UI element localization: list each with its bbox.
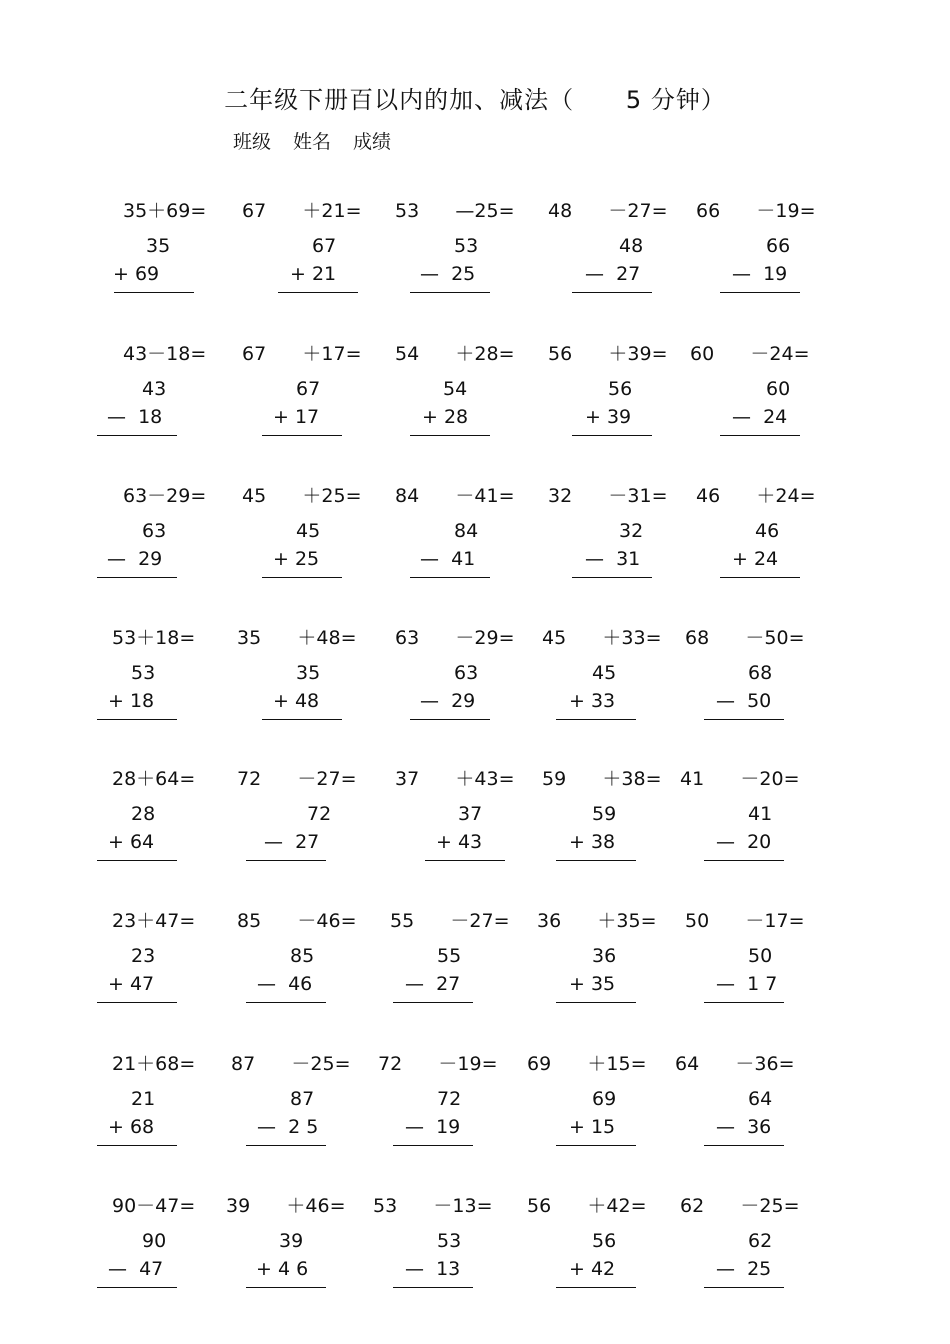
vertical-top-number: 85 bbox=[290, 945, 315, 967]
vertical-operand: — 46 bbox=[257, 973, 313, 995]
vertical-operand: + 39 bbox=[585, 406, 632, 428]
answer-line bbox=[246, 1145, 326, 1146]
equation-text: 64 －36= bbox=[675, 1053, 795, 1075]
vertical-top-number: 45 bbox=[296, 520, 321, 542]
answer-line bbox=[556, 860, 636, 861]
answer-line bbox=[246, 1287, 326, 1288]
vertical-operand: — 47 bbox=[108, 1258, 164, 1280]
vertical-top-number: 50 bbox=[748, 945, 773, 967]
vertical-top-number: 84 bbox=[454, 520, 479, 542]
class-label: 班级 bbox=[233, 131, 272, 153]
answer-line bbox=[97, 435, 177, 436]
answer-line bbox=[114, 292, 194, 293]
vertical-top-number: 87 bbox=[290, 1088, 315, 1110]
equation-text: 43－18= bbox=[123, 343, 207, 365]
vertical-top-number: 53 bbox=[454, 235, 479, 257]
vertical-operand: + 24 bbox=[732, 548, 779, 570]
equation-text: 56 ＋39= bbox=[548, 343, 668, 365]
answer-line bbox=[704, 860, 784, 861]
vertical-top-number: 56 bbox=[608, 378, 633, 400]
equation-text: 55 －27= bbox=[390, 910, 510, 932]
vertical-top-number: 64 bbox=[748, 1088, 773, 1110]
answer-line bbox=[556, 1002, 636, 1003]
equation-text: 67 ＋17= bbox=[242, 343, 362, 365]
answer-line bbox=[572, 292, 652, 293]
equation-text: 45 ＋33= bbox=[542, 627, 662, 649]
answer-line bbox=[278, 292, 358, 293]
vertical-top-number: 53 bbox=[131, 662, 156, 684]
answer-line bbox=[720, 577, 800, 578]
vertical-operand: — 19 bbox=[732, 263, 788, 285]
vertical-operand: — 20 bbox=[716, 831, 772, 853]
vertical-operand: — 41 bbox=[420, 548, 476, 570]
answer-line bbox=[704, 719, 784, 720]
vertical-top-number: 45 bbox=[592, 662, 617, 684]
equation-text: 32 －31= bbox=[548, 485, 668, 507]
vertical-top-number: 63 bbox=[142, 520, 167, 542]
vertical-top-number: 53 bbox=[437, 1230, 462, 1252]
equation-text: 46 ＋24= bbox=[696, 485, 816, 507]
vertical-top-number: 72 bbox=[307, 803, 332, 825]
answer-line bbox=[556, 719, 636, 720]
vertical-operand: — 27 bbox=[264, 831, 320, 853]
answer-line bbox=[97, 1145, 177, 1146]
answer-line bbox=[262, 719, 342, 720]
vertical-operand: + 48 bbox=[273, 690, 320, 712]
vertical-operand: + 38 bbox=[569, 831, 616, 853]
answer-line bbox=[410, 292, 490, 293]
student-info bbox=[233, 127, 413, 154]
vertical-operand: + 47 bbox=[108, 973, 155, 995]
vertical-top-number: 37 bbox=[458, 803, 483, 825]
answer-line bbox=[97, 719, 177, 720]
vertical-top-number: 67 bbox=[296, 378, 321, 400]
vertical-top-number: 21 bbox=[131, 1088, 156, 1110]
page-title: 二年级下册百以内的加、减法（ 5 分钟） bbox=[224, 86, 726, 114]
answer-line bbox=[410, 719, 490, 720]
vertical-operand: + 18 bbox=[108, 690, 155, 712]
equation-text: 23＋47= bbox=[112, 910, 196, 932]
vertical-top-number: 23 bbox=[131, 945, 156, 967]
vertical-operand: — 25 bbox=[716, 1258, 772, 1280]
equation-text: 68 －50= bbox=[685, 627, 805, 649]
vertical-top-number: 48 bbox=[619, 235, 644, 257]
vertical-operand: + 43 bbox=[436, 831, 483, 853]
vertical-operand: — 27 bbox=[585, 263, 641, 285]
vertical-top-number: 66 bbox=[766, 235, 791, 257]
vertical-top-number: 32 bbox=[619, 520, 644, 542]
answer-line bbox=[393, 1287, 473, 1288]
equation-text: 63－29= bbox=[123, 485, 207, 507]
answer-line bbox=[262, 435, 342, 436]
vertical-operand: + 68 bbox=[108, 1116, 155, 1138]
equation-text: 59 ＋38= bbox=[542, 768, 662, 790]
equation-text: 35＋69= bbox=[123, 200, 207, 222]
answer-line bbox=[262, 577, 342, 578]
answer-line bbox=[97, 860, 177, 861]
answer-line bbox=[393, 1002, 473, 1003]
equation-text: 69 ＋15= bbox=[527, 1053, 647, 1075]
vertical-operand: — 1 7 bbox=[716, 973, 778, 995]
answer-line bbox=[246, 1002, 326, 1003]
answer-line bbox=[556, 1287, 636, 1288]
answer-line bbox=[704, 1287, 784, 1288]
answer-line bbox=[720, 435, 800, 436]
answer-line bbox=[704, 1002, 784, 1003]
vertical-operand: — 50 bbox=[716, 690, 772, 712]
vertical-top-number: 69 bbox=[592, 1088, 617, 1110]
answer-line bbox=[410, 577, 490, 578]
vertical-operand: — 19 bbox=[405, 1116, 461, 1138]
vertical-top-number: 35 bbox=[296, 662, 321, 684]
answer-line bbox=[246, 860, 326, 861]
vertical-top-number: 43 bbox=[142, 378, 167, 400]
score-label: 成绩 bbox=[353, 131, 392, 153]
vertical-operand: + 17 bbox=[273, 406, 320, 428]
vertical-operand: — 29 bbox=[107, 548, 163, 570]
equation-text: 37 ＋43= bbox=[395, 768, 515, 790]
vertical-top-number: 55 bbox=[437, 945, 462, 967]
vertical-operand: + 64 bbox=[108, 831, 155, 853]
equation-text: 90－47= bbox=[112, 1195, 196, 1217]
vertical-operand: + 25 bbox=[273, 548, 320, 570]
vertical-operand: + 35 bbox=[569, 973, 616, 995]
vertical-top-number: 59 bbox=[592, 803, 617, 825]
answer-line bbox=[97, 577, 177, 578]
equation-text: 63 －29= bbox=[395, 627, 515, 649]
equation-text: 66 －19= bbox=[696, 200, 816, 222]
equation-text: 60 －24= bbox=[690, 343, 810, 365]
answer-line bbox=[556, 1145, 636, 1146]
vertical-operand: — 18 bbox=[107, 406, 163, 428]
vertical-top-number: 28 bbox=[131, 803, 156, 825]
equation-text: 72 －27= bbox=[237, 768, 357, 790]
vertical-top-number: 60 bbox=[766, 378, 791, 400]
equation-text: 50 －17= bbox=[685, 910, 805, 932]
answer-line bbox=[572, 435, 652, 436]
equation-text: 62 －25= bbox=[680, 1195, 800, 1217]
vertical-top-number: 62 bbox=[748, 1230, 773, 1252]
vertical-top-number: 36 bbox=[592, 945, 617, 967]
vertical-operand: — 27 bbox=[405, 973, 461, 995]
answer-line bbox=[393, 1145, 473, 1146]
vertical-operand: + 21 bbox=[290, 263, 337, 285]
vertical-top-number: 67 bbox=[312, 235, 337, 257]
equation-text: 67 ＋21= bbox=[242, 200, 362, 222]
equation-text: 39 ＋46= bbox=[226, 1195, 346, 1217]
equation-text: 28＋64= bbox=[112, 768, 196, 790]
vertical-top-number: 35 bbox=[146, 235, 171, 257]
vertical-top-number: 56 bbox=[592, 1230, 617, 1252]
equation-text: 36 ＋35= bbox=[537, 910, 657, 932]
equation-text: 41 －20= bbox=[680, 768, 800, 790]
vertical-operand: + 15 bbox=[569, 1116, 616, 1138]
equation-text: 53 —25= bbox=[395, 200, 515, 222]
equation-text: 53＋18= bbox=[112, 627, 196, 649]
vertical-operand: — 24 bbox=[732, 406, 788, 428]
vertical-operand: — 13 bbox=[405, 1258, 461, 1280]
vertical-operand: — 31 bbox=[585, 548, 641, 570]
vertical-top-number: 72 bbox=[437, 1088, 462, 1110]
answer-line bbox=[410, 435, 490, 436]
vertical-top-number: 46 bbox=[755, 520, 780, 542]
equation-text: 85 －46= bbox=[237, 910, 357, 932]
equation-text: 45 ＋25= bbox=[242, 485, 362, 507]
equation-text: 21＋68= bbox=[112, 1053, 196, 1075]
vertical-operand: + 33 bbox=[569, 690, 616, 712]
equation-text: 72 －19= bbox=[378, 1053, 498, 1075]
vertical-top-number: 41 bbox=[748, 803, 773, 825]
vertical-top-number: 54 bbox=[443, 378, 468, 400]
answer-line bbox=[720, 292, 800, 293]
equation-text: 35 ＋48= bbox=[237, 627, 357, 649]
vertical-operand: + 69 bbox=[113, 263, 160, 285]
vertical-top-number: 90 bbox=[142, 1230, 167, 1252]
vertical-top-number: 68 bbox=[748, 662, 773, 684]
vertical-operand: — 29 bbox=[420, 690, 476, 712]
answer-line bbox=[97, 1287, 177, 1288]
name-label: 姓名 bbox=[293, 131, 332, 153]
equation-text: 84 －41= bbox=[395, 485, 515, 507]
equation-text: 48 －27= bbox=[548, 200, 668, 222]
vertical-operand: + 42 bbox=[569, 1258, 616, 1280]
vertical-operand: + 28 bbox=[422, 406, 469, 428]
vertical-top-number: 63 bbox=[454, 662, 479, 684]
vertical-operand: — 25 bbox=[420, 263, 476, 285]
answer-line bbox=[704, 1145, 784, 1146]
answer-line bbox=[572, 577, 652, 578]
equation-text: 54 ＋28= bbox=[395, 343, 515, 365]
answer-line bbox=[425, 860, 505, 861]
vertical-top-number: 39 bbox=[279, 1230, 304, 1252]
vertical-operand: + 4 6 bbox=[256, 1258, 309, 1280]
equation-text: 53 －13= bbox=[373, 1195, 493, 1217]
vertical-operand: — 2 5 bbox=[257, 1116, 319, 1138]
equation-text: 87 －25= bbox=[231, 1053, 351, 1075]
answer-line bbox=[97, 1002, 177, 1003]
equation-text: 56 ＋42= bbox=[527, 1195, 647, 1217]
vertical-operand: — 36 bbox=[716, 1116, 772, 1138]
